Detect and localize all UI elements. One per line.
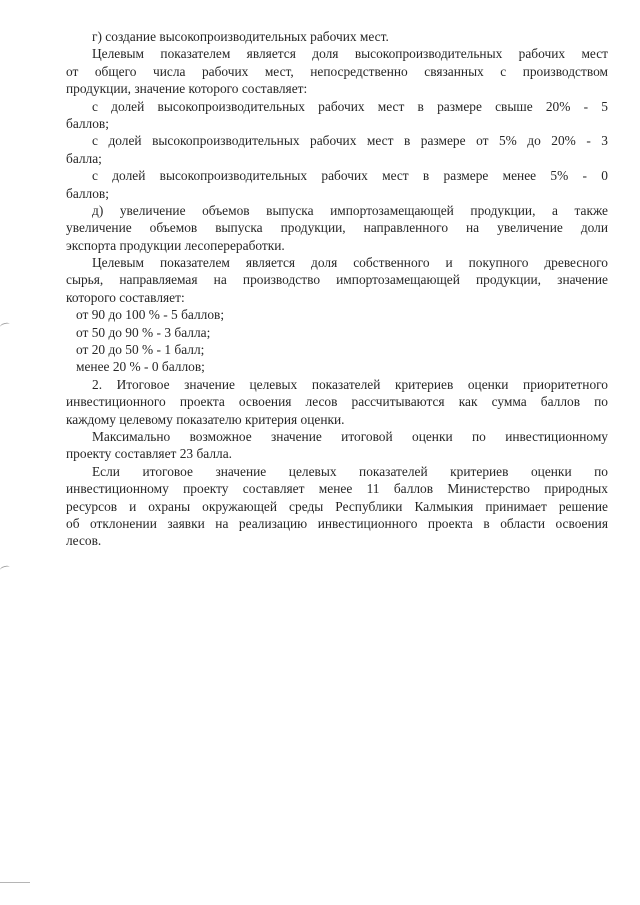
margin-mark	[0, 565, 10, 572]
paragraph-line: экспорта продукции лесопереработки.	[66, 237, 285, 253]
paragraph-line: сырья, направляемая на производство импортозамещающей продукции, значение	[66, 272, 608, 288]
margin-mark	[0, 882, 30, 887]
document-body	[66, 28, 608, 550]
paragraph-line: ресурсов и охраны окружающей среды Республики Калмыкия принимает решение	[66, 498, 608, 514]
paragraph-line: увеличение объемов выпуска продукции, направленного на увеличение доли	[66, 220, 608, 236]
score-range-line: от 20 до 50 % - 1 балл;	[76, 342, 205, 358]
criterion-line: балла;	[66, 150, 102, 166]
paragraph-line: 2. Итоговое значение целевых показателей критериев оценки приоритетного	[92, 376, 608, 392]
paragraph-line: каждому целевому показателю критерия оценки.	[66, 411, 345, 427]
criterion-line: с долей высокопроизводительных рабочих мест в размере менее 5% - 0	[92, 168, 608, 184]
paragraph-line: проекту составляет 23 балла.	[66, 446, 232, 462]
paragraph-line: которого составляет:	[66, 289, 185, 305]
margin-mark	[0, 322, 10, 329]
score-range-line: от 50 до 90 % - 3 балла;	[76, 324, 211, 340]
paragraph-line: лесов.	[66, 533, 102, 549]
paragraph-line: от общего числа рабочих мест, непосредственно связанных с производством	[66, 63, 608, 79]
score-range-line: менее 20 % - 0 баллов;	[76, 359, 205, 375]
paragraph-heading-d: д) увеличение объемов выпуска импортозамещающей продукции, а также	[92, 202, 608, 218]
paragraph-line: продукции, значение которого составляет:	[66, 81, 308, 97]
criterion-line: с долей высокопроизводительных рабочих мест в размере свыше 20% - 5	[92, 98, 608, 114]
paragraph-line: Целевым показателем является доля высокопроизводительных рабочих мест	[92, 46, 608, 62]
criterion-line: с долей высокопроизводительных рабочих мест в размере от 5% до 20% - 3	[92, 133, 608, 149]
criterion-line: баллов;	[66, 115, 109, 131]
criterion-line: баллов;	[66, 185, 109, 201]
paragraph-line: Если итоговое значение целевых показателей критериев оценки по	[92, 463, 608, 479]
paragraph-line: Целевым показателем является доля собственного и покупного древесного	[92, 255, 608, 271]
paragraph-line: об отклонении заявки на реализацию инвестиционного проекта в области освоения	[66, 515, 608, 531]
score-range-line: от 90 до 100 % - 5 баллов;	[76, 307, 225, 323]
paragraph-heading-g: г) создание высокопроизводительных рабочих мест.	[92, 29, 389, 44]
paragraph-line: Максимально возможное значение итоговой оценки по инвестиционному	[92, 428, 608, 444]
paragraph-line: инвестиционному проекту составляет менее 11 баллов Министерство природных	[66, 481, 608, 497]
paragraph-line: инвестиционного проекта освоения лесов рассчитываются как сумма баллов по	[66, 394, 608, 410]
